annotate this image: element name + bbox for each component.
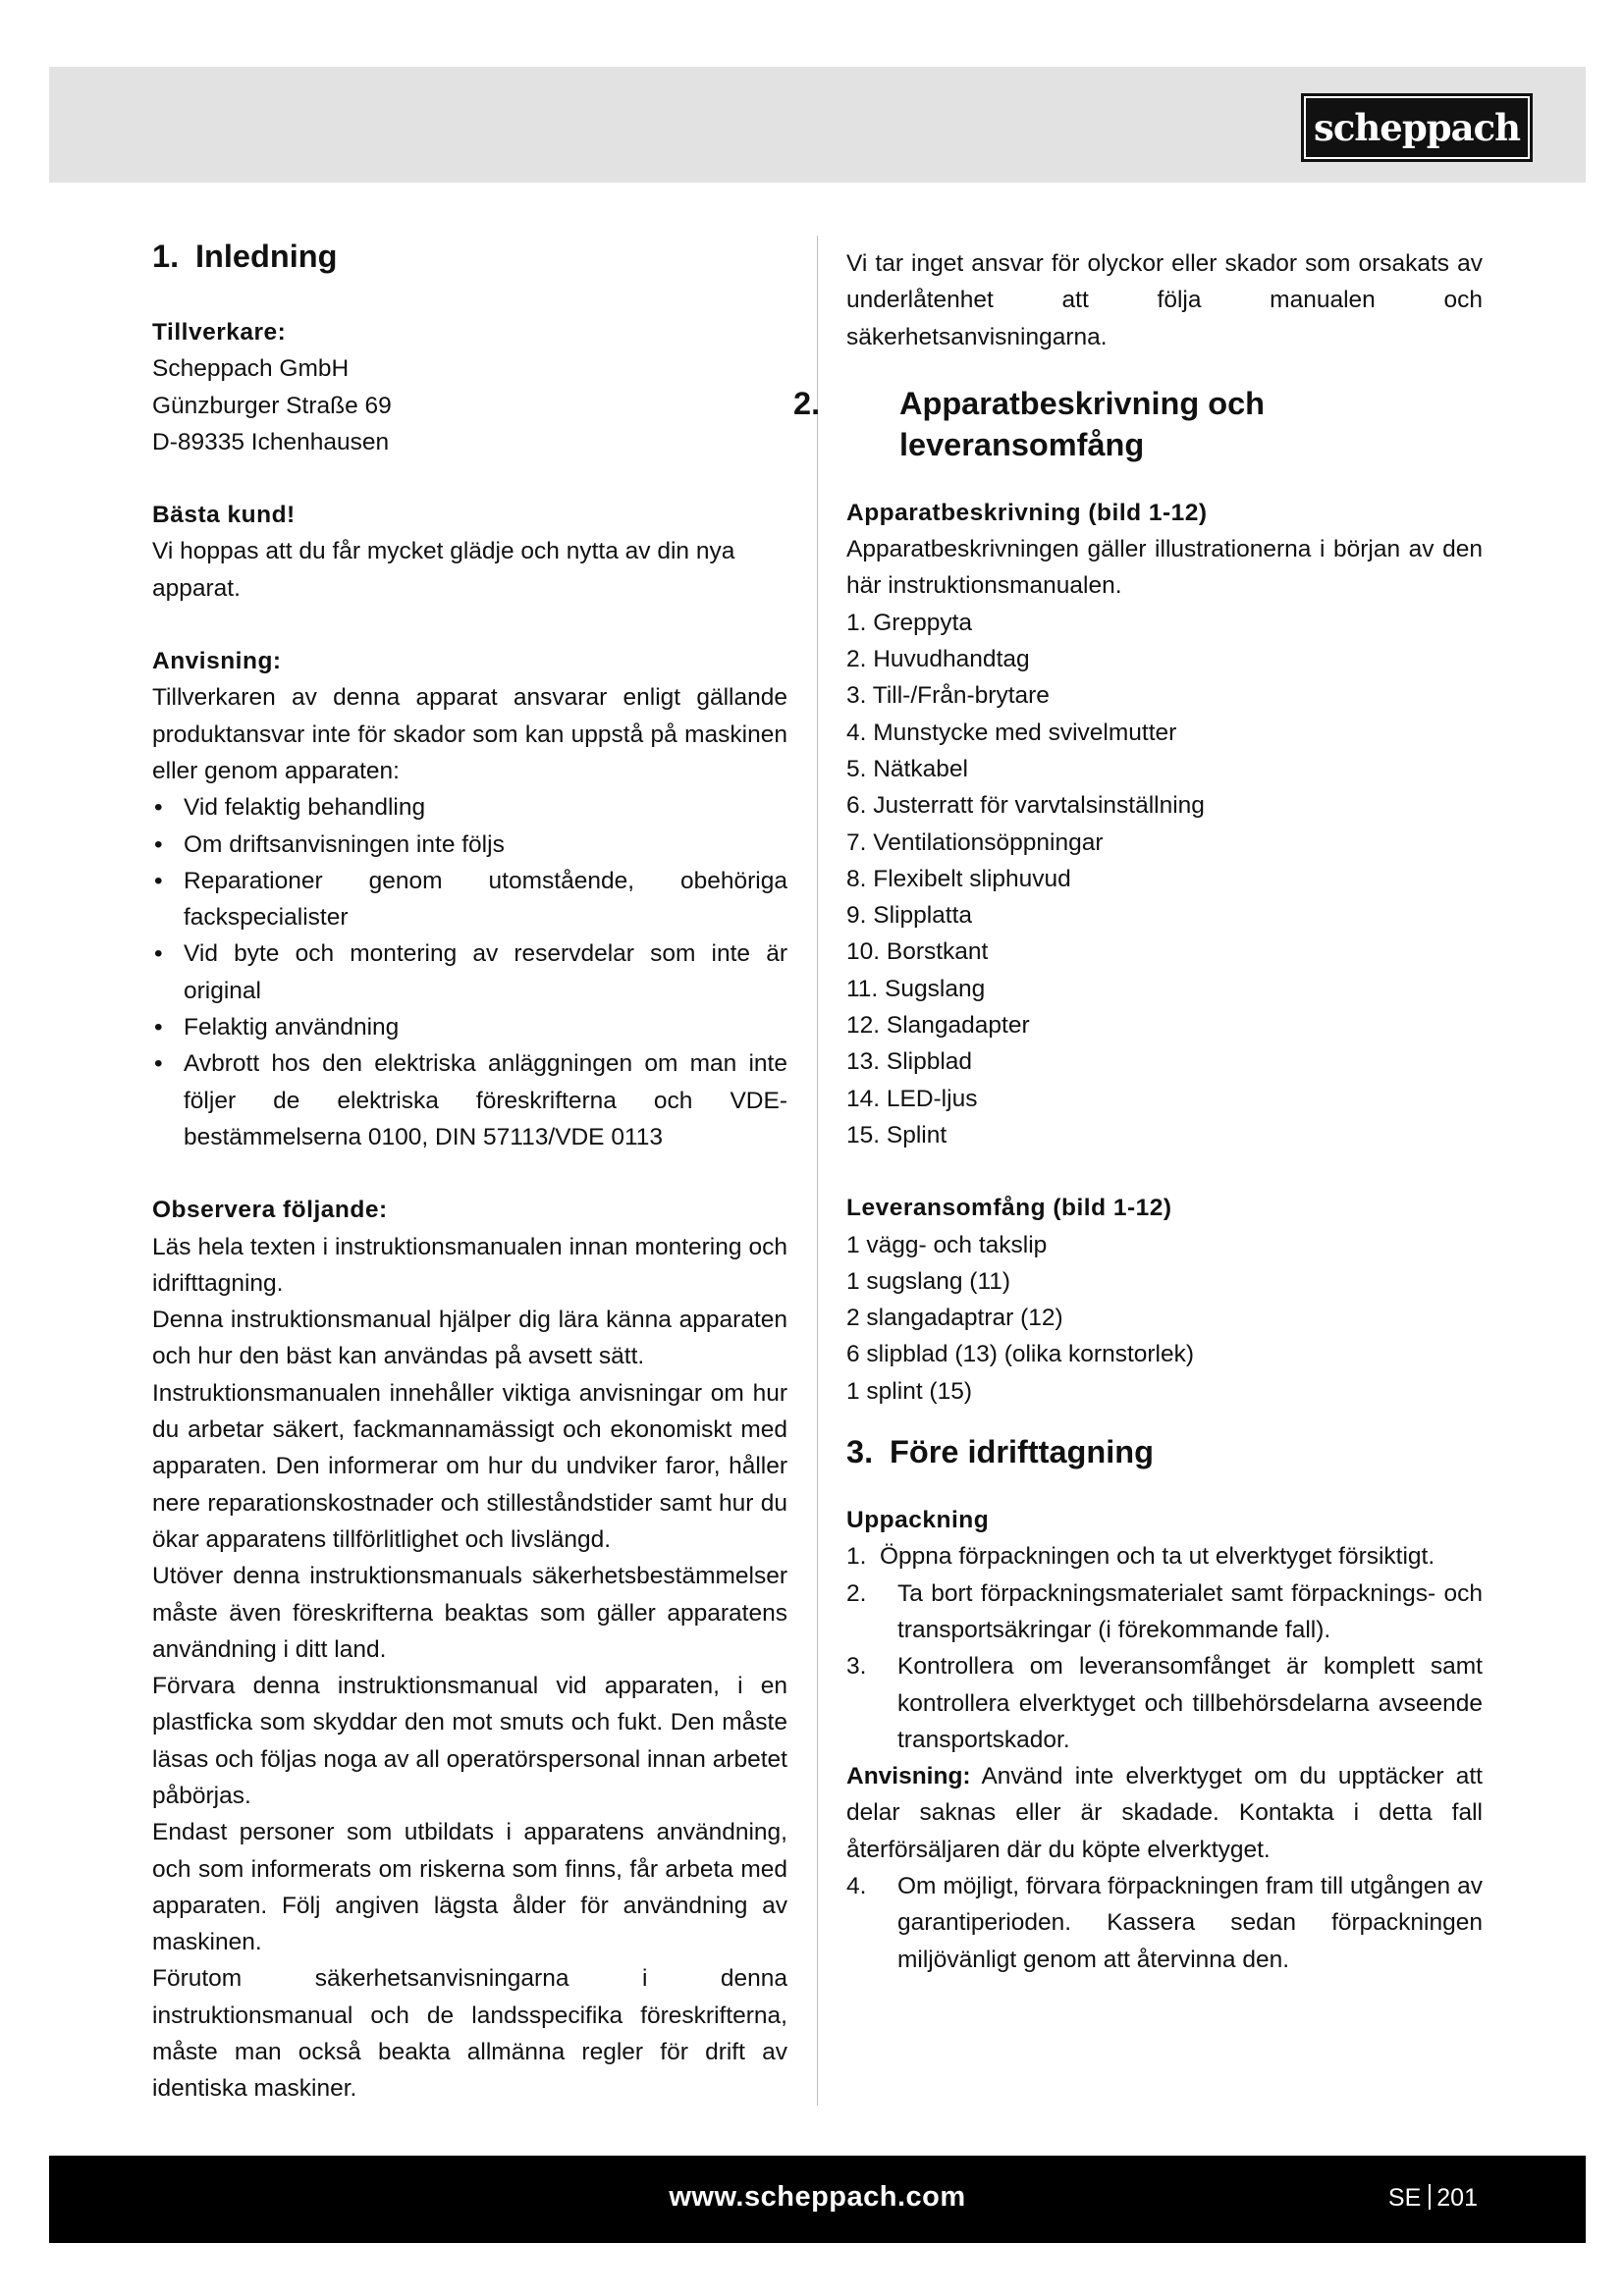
observe-paragraph: Läs hela texten i instruktionsmanualen innan montering och idrifttagning. (152, 1233, 787, 1297)
list-item: 13. Slipblad (846, 1048, 973, 1076)
note-text: Tillverkaren av denna apparat ansvarar enligt gällande produktansvar inte för skador som kan uppstå på maskinen eller genom apparaten: (152, 684, 787, 784)
manufacturer-line: Günzburger Straße 69 (152, 392, 392, 419)
list-item: 10. Borstkant (846, 938, 989, 966)
page-header (49, 67, 1586, 183)
list-item: 12. Slangadapter (846, 1012, 1030, 1040)
list-item: • Om driftsanvisningen inte följs (154, 830, 505, 858)
list-item: • Avbrott hos den elektriska anläggningen om man inte följer de elektriska föreskrifterna och VDE-bestämmelserna 0100, DIN 57113/VDE 0113 (154, 1050, 787, 1150)
list-item: 1 sugslang (11) (846, 1267, 1011, 1295)
section-3-heading: 3. Före idrifttagning (846, 1434, 1154, 1470)
list-item: • Vid byte och montering av reservdelar som inte är original (154, 940, 787, 1004)
column-divider (817, 236, 818, 2106)
manufacturer-label: Tillverkare: (152, 319, 287, 346)
website-link[interactable]: www.scheppach.com (669, 2181, 966, 2213)
note-2-text: Använd inte elverktyget om du upptäcker att delar saknas eller är skadade. Kontakta i detta fall återförsäljaren där du köpte elverktyget. (846, 1763, 1483, 1863)
list-item: • Vid felaktig behandling (154, 794, 426, 822)
list-item: 1 vägg- och takslip (846, 1231, 1048, 1258)
parts-list (846, 605, 1483, 1153)
list-item: 6 slipblad (13) (olika kornstorlek) (846, 1341, 1195, 1368)
list-item: 4. Munstycke med svivelmutter (846, 719, 1177, 746)
step-item: 2. Ta bort förpackningsmaterialet samt förpacknings- och transportsäkringar (i förekommande fall). (846, 1579, 1483, 1643)
scheppach-logo: scheppach (1301, 93, 1533, 162)
observe-paragraph: Endast personer som utbildats i apparatens användning, och som informerats om riskerna som finns, får arbeta med apparaten. Följ angiven lägsta ålder för användning av maskinen. (152, 1819, 787, 1956)
unpacking-label: Uppackning (846, 1507, 990, 1534)
list-item: 9. Slipplatta (846, 902, 973, 930)
page-footer (49, 2156, 1586, 2243)
page-value: 201 (1436, 2184, 1478, 2212)
list-item: 2. Huvudhandtag (846, 646, 1030, 673)
description-text: Apparatbeskrivningen gäller illustrationerna i början av den här instruktionsmanualen. (846, 536, 1483, 600)
manufacturer-line: D-89335 Ichenhausen (152, 428, 390, 455)
list-item: 11. Sugslang (846, 975, 986, 1002)
manufacturer-line: Scheppach GmbH (152, 355, 350, 383)
section-1-heading: 1. Inledning (152, 239, 338, 274)
scope-label: Leveransomfång (bild 1-12) (846, 1195, 1172, 1222)
dear-customer-text: Vi hoppas att du får mycket glädje och nytta av din nya apparat. (152, 538, 735, 602)
observe-paragraph: Instruktionsmanualen innehåller viktiga anvisningar om hur du arbetar säkert, fackmannamässigt och ekonomiskt med apparaten. Den informerar om hur du undviker faror, håller nere reparationskostnader och stilleståndstider samt hur du ökar apparatens tillförlitlighet och livslängd. (152, 1379, 787, 1553)
observe-paragraph: Förvara denna instruktionsmanual vid apparaten, i en plastficka som skyddar den mot smuts och fukt. Den måste läsas och följas noga av all operatörspersonal innan arbetet påbörjas. (152, 1673, 787, 1809)
observe-paragraph: Utöver denna instruktionsmanuals säkerhetsbestämmelser måste även föreskrifterna beaktas som gäller apparatens användning i ditt land. (152, 1563, 787, 1663)
language-code: SE (1387, 2184, 1422, 2212)
list-item: 3. Till-/Från-brytare (846, 682, 1050, 710)
list-item: • Felaktig användning (154, 1014, 400, 1041)
liability-list (152, 789, 787, 1155)
description-label: Apparatbeskrivning (bild 1-12) (846, 499, 1208, 526)
list-item: 15. Splint (846, 1121, 947, 1148)
step-item: 1. Öppna förpackningen och ta ut elverktyget försiktigt. (846, 1543, 1435, 1571)
note-2-label: Anvisning: (846, 1763, 971, 1790)
note-2 (846, 1758, 1483, 1868)
list-item: • Reparationer genom utomstående, obehöriga fackspecialister (154, 867, 787, 932)
list-item: 14. LED-ljus (846, 1085, 978, 1112)
right-column (793, 236, 1483, 1978)
step-item: 3. Kontrollera om leveransomfånget är komplett samt kontrollera elverktyget och tillbehörsdelarna avseende transportskador. (846, 1653, 1483, 1753)
liability-text: Vi tar inget ansvar för olyckor eller skador som orsakats av underlåtenhet att följa manualen och säkerhetsanvisningarna. (846, 250, 1483, 350)
observe-paragraph: Denna instruktionsmanual hjälper dig lära känna apparaten och hur den bäst kan användas på avsett sätt. (152, 1307, 787, 1370)
section-2-heading: 2. Apparatbeskrivning och leveransomfång (793, 385, 1266, 462)
note-label: Anvisning: (152, 648, 282, 675)
observe-paragraph: Förutom säkerhetsanvisningarna i denna instruktionsmanual och de landsspecifika föreskrifterna, måste man också beakta allmänna regler för drift av identiska maskiner. (152, 1965, 787, 2103)
list-item: 1. Greppyta (846, 609, 973, 636)
scope-list (846, 1227, 1483, 1410)
list-item: 5. Nätkabel (846, 755, 968, 782)
list-item: 2 slangadaptrar (12) (846, 1305, 1063, 1332)
observe-label: Observera följande: (152, 1197, 388, 1224)
page-number (1388, 2184, 1478, 2213)
list-item: 1 splint (15) (846, 1377, 973, 1405)
list-item: 7. Ventilationsöppningar (846, 828, 1104, 856)
list-item: 8. Flexibelt sliphuvud (846, 865, 1071, 892)
left-column (152, 236, 787, 2108)
list-item: 6. Justerratt för varvtalsinställning (846, 792, 1205, 820)
dear-customer-label: Bästa kund! (152, 502, 296, 529)
step-item: 4. Om möjligt, förvara förpackningen fram till utgången av garantiperioden. Kassera sedan förpackningen miljövänligt genom att återvinna den. (846, 1872, 1483, 1973)
